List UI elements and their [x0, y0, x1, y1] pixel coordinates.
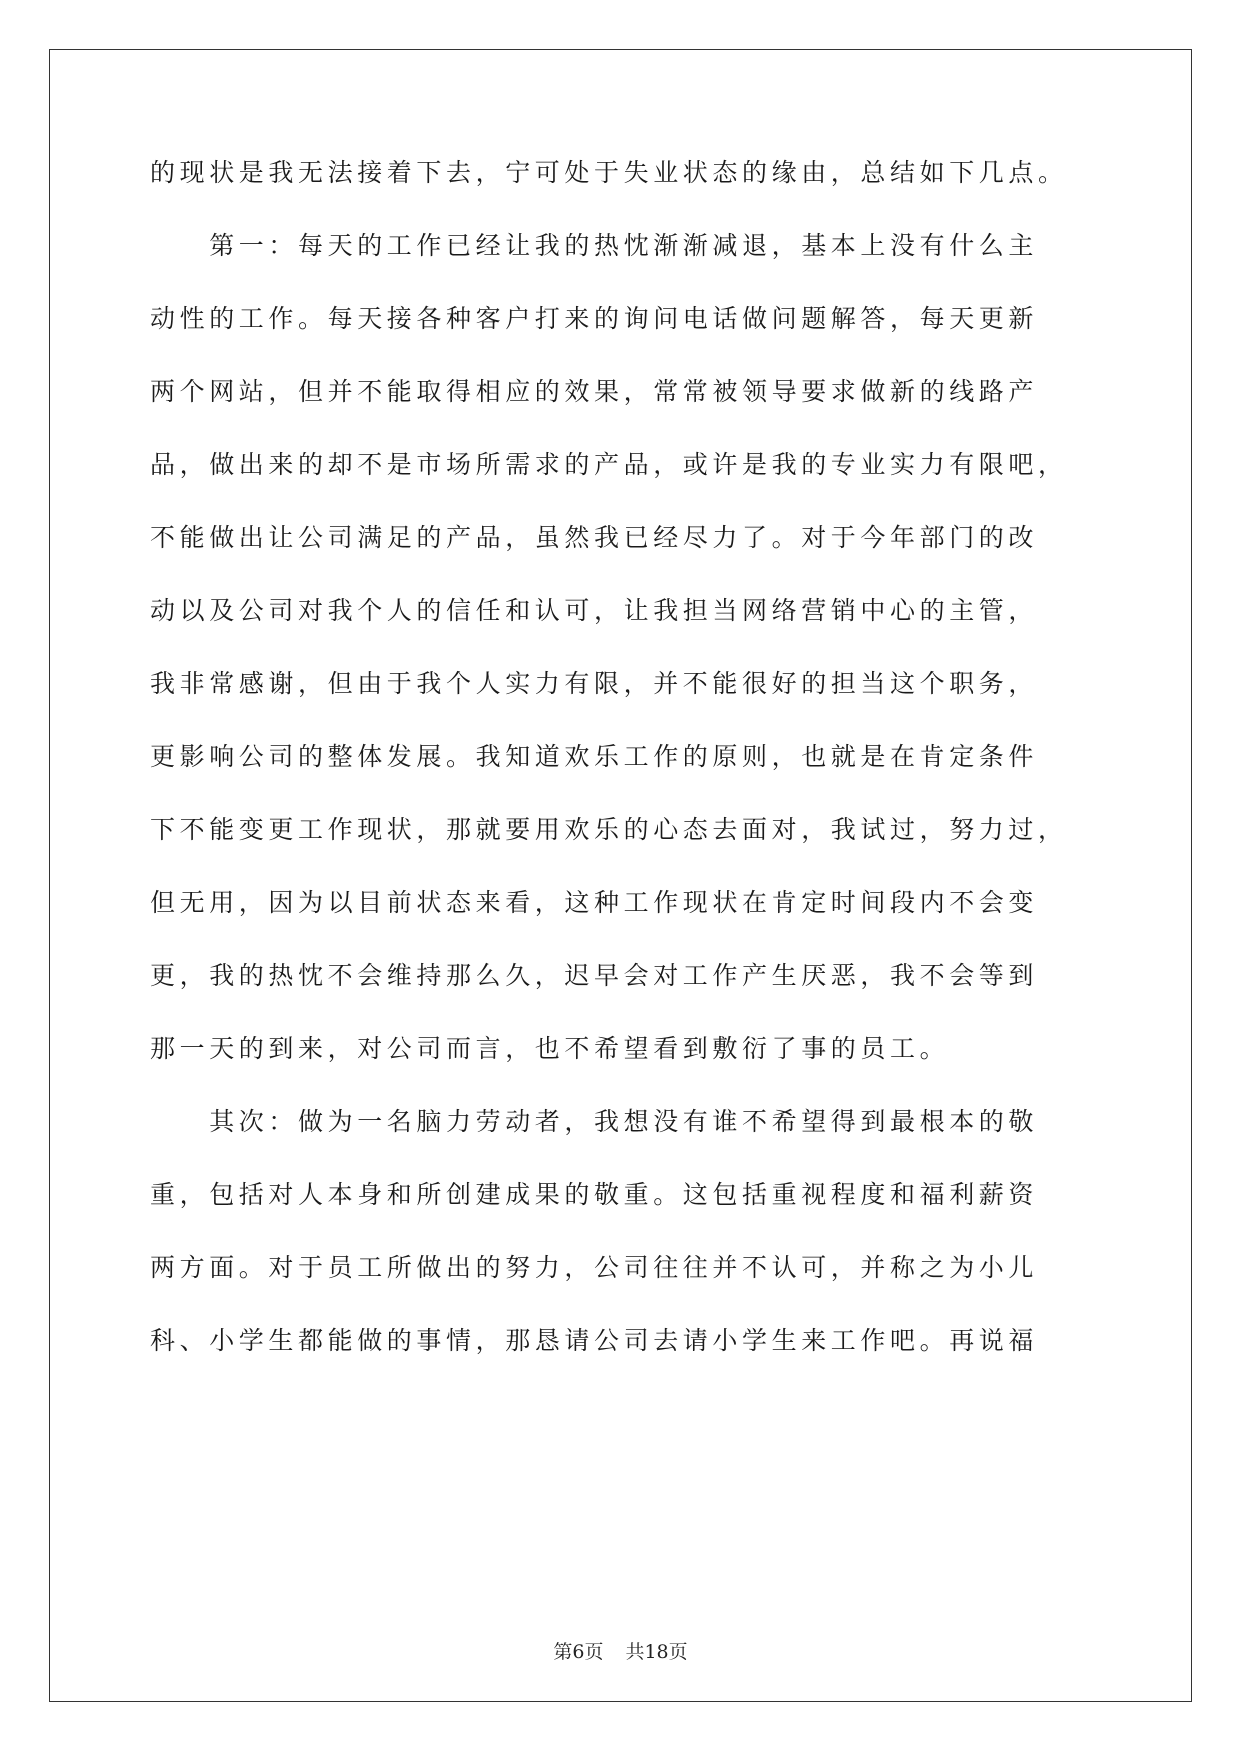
page-footer — [0, 1640, 1241, 1664]
text-line: 更影响公司的整体发展。我知道欢乐工作的原则，也就是在肯定条件 — [150, 742, 1039, 771]
text-line: 的现状是我无法接着下去，宁可处于失业状态的缘由，总结如下几点。 — [150, 158, 1068, 187]
page-number: 第6页 — [553, 1641, 604, 1663]
text-line: 那一天的到来，对公司而言，也不希望看到敷衍了事的员工。 — [150, 1034, 950, 1063]
text-line: 其次：做为一名脑力劳动者，我想没有谁不希望得到最根本的敬 — [150, 1107, 1039, 1136]
text-line: 我非常感谢，但由于我个人实力有限，并不能很好的担当这个职务， — [150, 669, 1039, 698]
text-line: 品，做出来的却不是市场所需求的产品，或许是我的专业实力有限吧， — [150, 450, 1068, 479]
text-line: 两方面。对于员工所做出的努力，公司往往并不认可，并称之为小儿 — [150, 1253, 1039, 1282]
page-total: 共18页 — [625, 1641, 688, 1663]
text-line: 科、小学生都能做的事情，那恳请公司去请小学生来工作吧。再说福 — [150, 1326, 1039, 1355]
text-line: 动以及公司对我个人的信任和认可，让我担当网络营销中心的主管， — [150, 596, 1039, 625]
text-line: 不能做出让公司满足的产品，虽然我已经尽力了。对于今年部门的改 — [150, 523, 1039, 552]
page-border — [49, 49, 1192, 1702]
text-line: 重，包括对人本身和所创建成果的敬重。这包括重视程度和福利薪资 — [150, 1180, 1039, 1209]
text-line: 第一：每天的工作已经让我的热忱渐渐减退，基本上没有什么主 — [150, 231, 1039, 260]
text-line: 下不能变更工作现状，那就要用欢乐的心态去面对，我试过，努力过， — [150, 815, 1068, 844]
text-line: 动性的工作。每天接各种客户打来的询问电话做问题解答，每天更新 — [150, 304, 1039, 333]
text-line: 但无用，因为以目前状态来看，这种工作现状在肯定时间段内不会变 — [150, 888, 1039, 917]
text-line: 两个网站，但并不能取得相应的效果，常常被领导要求做新的线路产 — [150, 377, 1039, 406]
text-line: 更，我的热忱不会维持那么久，迟早会对工作产生厌恶，我不会等到 — [150, 961, 1039, 990]
